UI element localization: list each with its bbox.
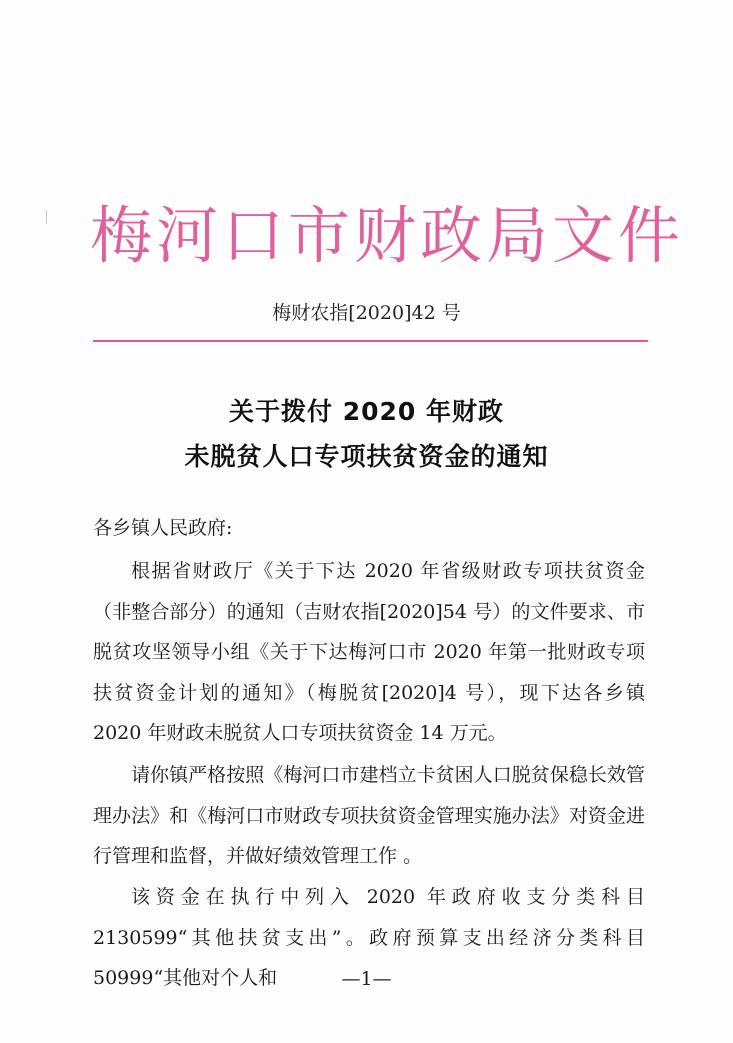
notice-title-line-2: 未脱贫人口专项扶贫资金的通知 bbox=[184, 442, 549, 471]
notice-title-line-1: 关于拨付 2020 年财政 bbox=[229, 397, 504, 426]
salutation: 各乡镇人民政府: bbox=[93, 517, 233, 539]
body-paragraph-3: 该资金在执行中列入 2020 年政府收支分类科目 2130599“其他扶贫支出”。政府预算支出经济分类科目 50999“其他对个人和 bbox=[93, 886, 645, 989]
document-number: 梅财农指[2020]42 号 bbox=[272, 302, 461, 324]
binding-mark bbox=[46, 210, 47, 224]
agency-header-title: 梅河口市财政局文件 bbox=[90, 199, 685, 272]
header-divider-line bbox=[93, 340, 648, 342]
body-paragraph-1: 根据省财政厅《关于下达 2020 年省级财政专项扶贫资金（非整合部分）的通知（吉财农指[2020]54 号）的文件要求、市脱贫攻坚领导小组《关于下达梅河口市 2020 年第一批财政专项扶贫资金计划的通知》（梅脱贫[2020]4 号），现下达各乡镇 2020 年财政未脱贫人口专项扶贫资金 14 万元。 bbox=[93, 560, 645, 744]
body-paragraph-2: 请你镇严格按照《梅河口市建档立卡贫困人口脱贫保稳长效管理办法》和《梅河口市财政专项扶贫资金管理实施办法》对资金进行管理和监督，并做好绩效管理工作 。 bbox=[93, 764, 645, 867]
page-number: —1— bbox=[341, 968, 392, 990]
